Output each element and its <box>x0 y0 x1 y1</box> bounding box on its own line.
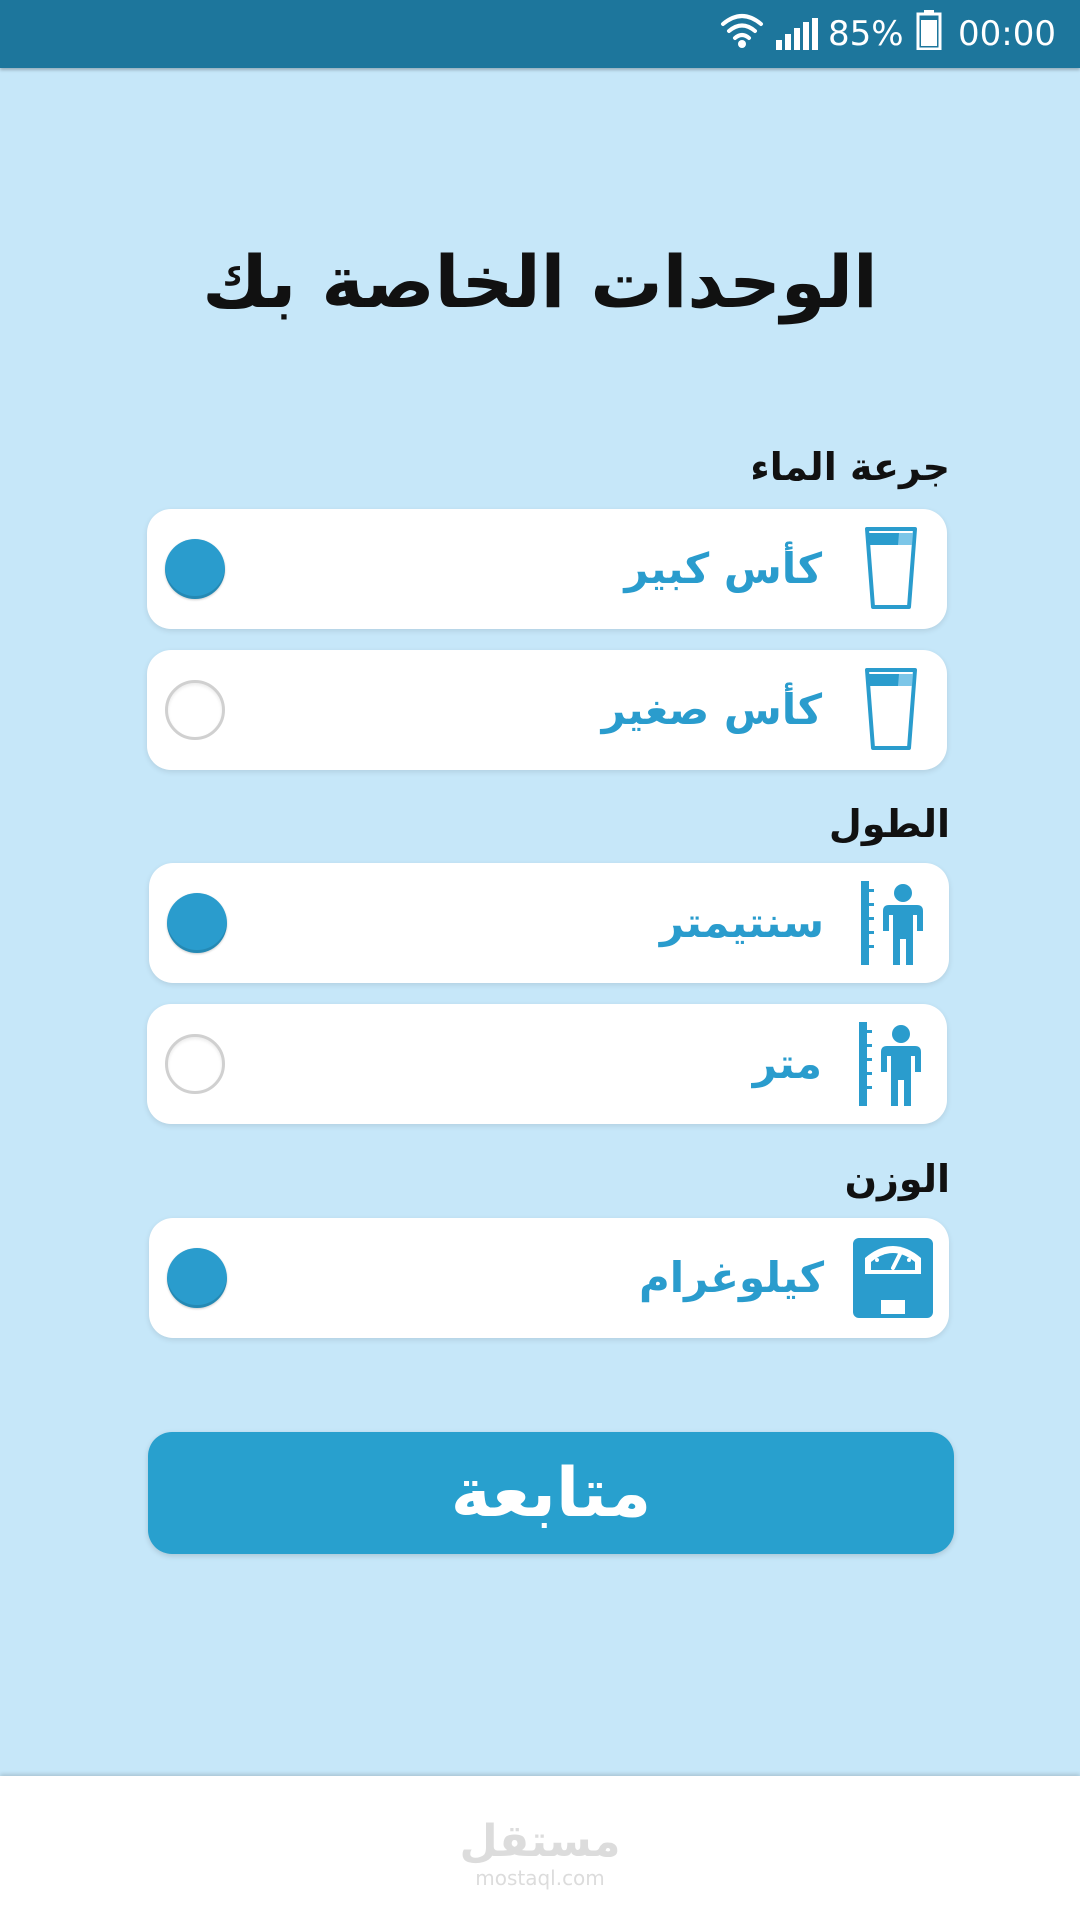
option-kilogram[interactable] <box>149 1218 949 1338</box>
battery-icon <box>916 10 942 50</box>
watermark-latin: mostaql.com <box>475 1866 605 1890</box>
height-person-icon <box>851 881 935 965</box>
option-centimeter[interactable] <box>149 863 949 983</box>
watermark-arabic: مستقل <box>459 1816 621 1867</box>
page-title: الوحدات الخاصة بك <box>202 240 878 324</box>
section-label-weight: الوزن <box>844 1157 950 1201</box>
option-label: كأس كبير <box>624 544 822 593</box>
battery-percent: 85% <box>828 14 904 54</box>
wifi-icon <box>720 10 764 50</box>
watermark-logo <box>0 1818 1080 1890</box>
option-label: سنتيمتر <box>659 898 824 947</box>
option-small-glass[interactable] <box>147 650 947 770</box>
glass-icon <box>849 668 933 752</box>
glass-icon <box>849 527 933 611</box>
radio-kilogram[interactable] <box>167 1248 227 1308</box>
status-bar <box>0 0 1080 68</box>
height-person-icon <box>849 1022 933 1106</box>
option-label: كيلوغرام <box>638 1253 824 1302</box>
option-label: متر <box>752 1039 822 1088</box>
clock: 00:00 <box>958 14 1056 54</box>
option-label: كأس صغير <box>601 685 822 734</box>
signal-icon <box>774 18 818 50</box>
option-meter[interactable] <box>147 1004 947 1124</box>
section-label-water: جرعة الماء <box>750 445 950 489</box>
radio-meter[interactable] <box>165 1034 225 1094</box>
radio-centimeter[interactable] <box>167 893 227 953</box>
continue-button[interactable]: متابعة <box>148 1432 954 1554</box>
section-label-height: الطول <box>828 802 950 846</box>
scale-icon <box>851 1236 935 1320</box>
option-large-glass[interactable] <box>147 509 947 629</box>
radio-small-glass[interactable] <box>165 680 225 740</box>
radio-large-glass[interactable] <box>165 539 225 599</box>
